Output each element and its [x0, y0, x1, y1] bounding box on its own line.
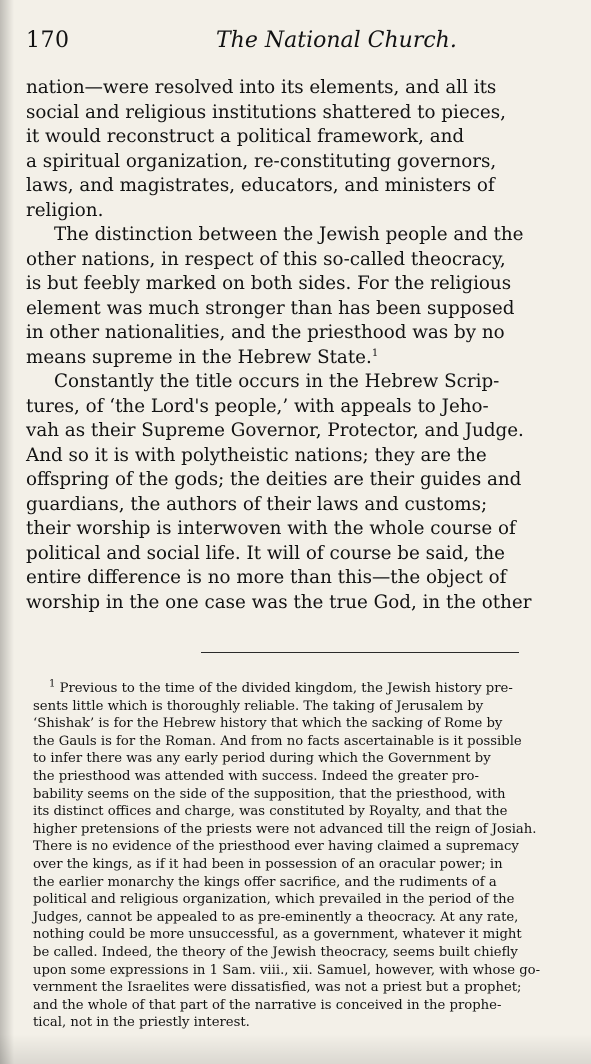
footnote-divider — [201, 652, 519, 653]
footnote-line: its distinct offices and charge, was constituted by Royalty, and that the — [33, 804, 508, 820]
text-line: offspring of the gods; the deities are their guides and — [26, 469, 522, 490]
page-header — [26, 28, 569, 58]
text-line: laws, and magistrates, educators, and ministers of — [26, 175, 495, 196]
text-line: And so it is with polytheistic nations; they are the — [26, 444, 487, 466]
page-bottom-shadow — [0, 1034, 591, 1064]
text-line: nation—were resolved into its elements, and all its — [26, 77, 497, 98]
footnote-line: the Gauls is for the Roman. And from no facts ascertainable is it possible — [33, 733, 522, 749]
footnote-line: tical, not in the priestly interest. — [33, 1015, 250, 1031]
footnote-line: vernment the Israelites were dissatisfied, was not a priest but a prophet; — [33, 980, 522, 996]
text-line: means supreme in the Hebrew State. — [26, 346, 372, 368]
footnote-marker: 1 — [49, 678, 56, 690]
footnote-line: the earlier monarchy the kings offer sacrifice, and the rudiments of a — [33, 874, 497, 890]
footnote-line: higher pretensions of the priests were not advanced till the reign of Josiah. — [33, 821, 537, 837]
text-line: entire difference is no more than this—the object of — [26, 567, 507, 588]
text-line: in other nationalities, and the priesthood was by no — [26, 322, 505, 343]
footnote-line: the priesthood was attended with success. Indeed the greater pro- — [33, 768, 479, 784]
text-line: it would reconstruct a political framework, and — [26, 126, 465, 147]
running-title: The National Church. — [216, 28, 457, 53]
text-line: religion. — [26, 199, 104, 221]
footnote-line: ‘Shishak’ is for the Hebrew history that which the sacking of Rome by — [33, 716, 503, 732]
text-line: is but feebly marked on both sides. For the religious — [26, 273, 512, 294]
footnote-line: upon some expressions in 1 Sam. viii., xii. Samuel, however, with whose go- — [33, 962, 541, 978]
footnote-line: to infer there was any early period during which the Government by — [33, 751, 491, 767]
text-line: tures, of ‘the Lord's people,’ with appeals to Jeho- — [26, 395, 489, 417]
footnote-line: Judges, cannot be appealed to as pre-eminently a theocracy. At any rate, — [33, 909, 519, 925]
footnote-line: bability seems on the side of the supposition, that the priesthood, with — [33, 786, 506, 802]
page-gutter-shadow — [0, 0, 14, 1064]
footnote-line: nothing could be more unsuccessful, as a government, whatever it might — [33, 927, 522, 943]
text-line: their worship is interwoven with the whole course of — [26, 518, 516, 539]
footnote-reference: 1 — [371, 347, 379, 359]
footnote-line: political and religious organization, which prevailed in the period of the — [33, 892, 515, 908]
footnote-line: and the whole of that part of the narrative is conceived in the prophe- — [33, 997, 502, 1013]
text-line: worship in the one case was the true God, in the other — [26, 591, 532, 613]
footnote-line: Previous to the time of the divided kingdom, the Jewish history pre- — [59, 681, 513, 696]
text-line: guardians, the authors of their laws and customs; — [26, 493, 488, 515]
paragraph-start-line: Constantly the title occurs in the Hebrew Scrip- — [54, 371, 500, 392]
footnote-line: sents little which is thoroughly reliable. The taking of Jerusalem by — [33, 698, 484, 714]
footnote-first-line — [33, 680, 573, 698]
text-line: vah as their Supreme Governor, Protector, and Judge. — [26, 420, 524, 441]
text-line-with-footnote — [26, 346, 574, 371]
text-line: element was much stronger than has been supposed — [26, 297, 515, 319]
footnote — [33, 680, 573, 1032]
main-text — [26, 76, 574, 615]
footnote-line: be called. Indeed, the theory of the Jewish theocracy, seems built chiefly — [33, 944, 518, 960]
paragraph-start-line: The distinction between the Jewish people and the — [54, 224, 524, 245]
footnote-line: There is no evidence of the priesthood ever having claimed a supremacy — [33, 839, 519, 855]
text-line: political and social life. It will of course be said, the — [26, 542, 505, 564]
footnote-line: over the kings, as if it had been in possession of an oracular power; in — [33, 856, 503, 872]
page-number: 170 — [26, 28, 70, 53]
text-line: a spiritual organization, re-constituting governors, — [26, 150, 497, 172]
text-line: social and religious institutions shattered to pieces, — [26, 101, 506, 123]
text-line: other nations, in respect of this so-called theocracy, — [26, 248, 506, 270]
